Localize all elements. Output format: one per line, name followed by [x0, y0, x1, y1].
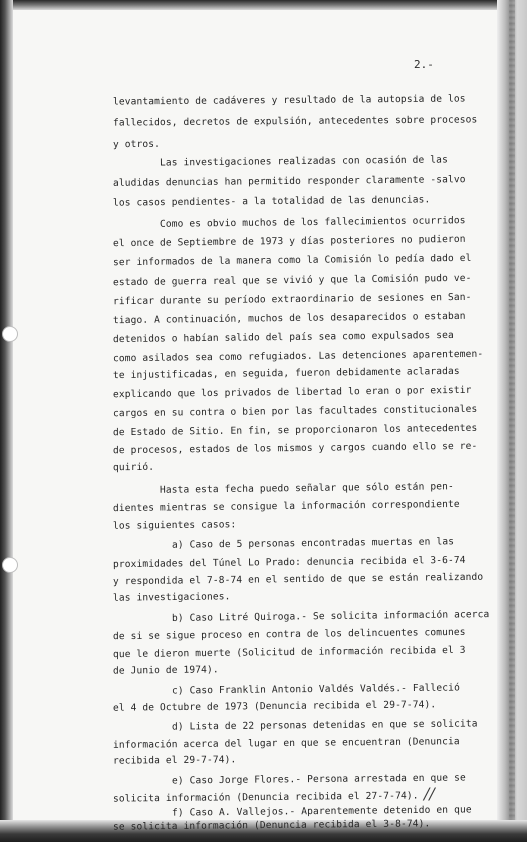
- text-line: que le dieron muerte (Solicitud de información recibida el 3: [112, 644, 466, 661]
- text-line: el 4 de Octubre de 1973 (Denuncia recibida el 29-7-74).: [112, 699, 437, 715]
- text-line: Las investigaciones realizadas con ocasión de las: [159, 154, 448, 169]
- text-line: los siguientes casos:: [112, 519, 237, 532]
- text-line: proximidades del Túnel Lo Prado: denuncia recibida el 3-6-74: [112, 554, 466, 570]
- text-line: se solicita información (Denuncia recibida el 3-8-74).: [112, 817, 431, 833]
- text-line: recibida el 29-7-74).: [112, 754, 237, 768]
- text-line: de Junio de 1974).: [112, 664, 219, 677]
- text-line: e) Caso Jorge Flores.- Persona arrestada en que se: [171, 772, 466, 787]
- text-line: quirió.: [112, 461, 155, 474]
- punch-hole: [2, 557, 18, 573]
- text-line: b) Caso Litré Quiroga.- Se solicita información acerca: [171, 608, 490, 624]
- text-line: fallecidos, decretos de expulsión, antecedentes sobre procesos: [112, 114, 478, 129]
- punch-hole: [2, 326, 18, 342]
- handwritten-mark: //: [424, 784, 435, 803]
- text-line: de si se sigue proceso en contra de los delincuentes comunes: [112, 627, 466, 643]
- text-line: Hasta esta fecha puedo señalar que sólo están pen-: [159, 480, 454, 496]
- text-line: Como es obvio muchos de los fallecimientos ocurridos: [159, 214, 466, 230]
- text-line: el once de Septiembre de 1973 y días posteriores no pudieron: [112, 234, 466, 250]
- text-line: d) Lista de 22 personas detenidas en que se solicita: [171, 718, 478, 733]
- text-line: dientes mientras se consigue la información correspondiente: [112, 499, 460, 515]
- text-line: y respondida el 7-8-74 en el sentido de que se están realizando: [112, 571, 484, 588]
- text-line: levantamiento de cadáveres y resultado de la autopsia de los: [112, 93, 466, 108]
- scan-left-edge: [0, 0, 13, 842]
- text-line: explicando que los privados de libertad lo eran o por existir: [112, 384, 472, 401]
- text-line: rificar durante su período extraordinario de sesiones en San-: [112, 291, 472, 307]
- text-line: estado de guerra real que se vivió y que la Comisión pudo ve-: [112, 272, 472, 289]
- text-line: los casos pendientes- a la totalidad de las denuncias.: [112, 194, 431, 209]
- binding-strip: [509, 0, 515, 842]
- text-line: solicita información (Denuncia recibida el 27-7-74).: [112, 790, 419, 805]
- text-line: tiago. A continuación, muchos de los desaparecidos o estaban: [112, 311, 466, 327]
- text-line: de procesos, estados de los mismos y cargos cuando ello se re-: [112, 441, 478, 457]
- text-line: aludidas denuncias han permitido responder claramente -salvo: [112, 174, 466, 190]
- text-line: información acerca del lugar en que se encuentran (Denuncia: [112, 735, 460, 751]
- page-number: 2.-: [414, 58, 434, 71]
- text-line: a) Caso de 5 personas encontradas muertas en las: [171, 536, 455, 551]
- text-line: ser informados de la manera como la Comisión lo pedía dado el: [112, 252, 472, 269]
- text-line: detenidos o habían salido del país sea como expulsados sea: [112, 329, 454, 346]
- text-line: te injustificadas, en seguida, fueron debidamente aclaradas: [112, 366, 460, 382]
- text-line: de Estado de Sitio. En fin, se proporcionaron los antecedentes: [112, 422, 478, 438]
- text-line: cargos en su contra o bien por las facultades constitucionales: [112, 403, 478, 420]
- text-line: c) Caso Franklin Antonio Valdés Valdés.- Falleció: [171, 682, 460, 697]
- scan-top-edge: [0, 0, 527, 10]
- text-line: f) Caso A. Vallejos.- Aparentemente detenido en que: [171, 804, 472, 819]
- text-line: como asilados sea como refugiados. Las detenciones aparentemen-: [112, 348, 484, 364]
- text-line: y otros.: [112, 138, 161, 151]
- text-line: las investigaciones.: [112, 591, 231, 604]
